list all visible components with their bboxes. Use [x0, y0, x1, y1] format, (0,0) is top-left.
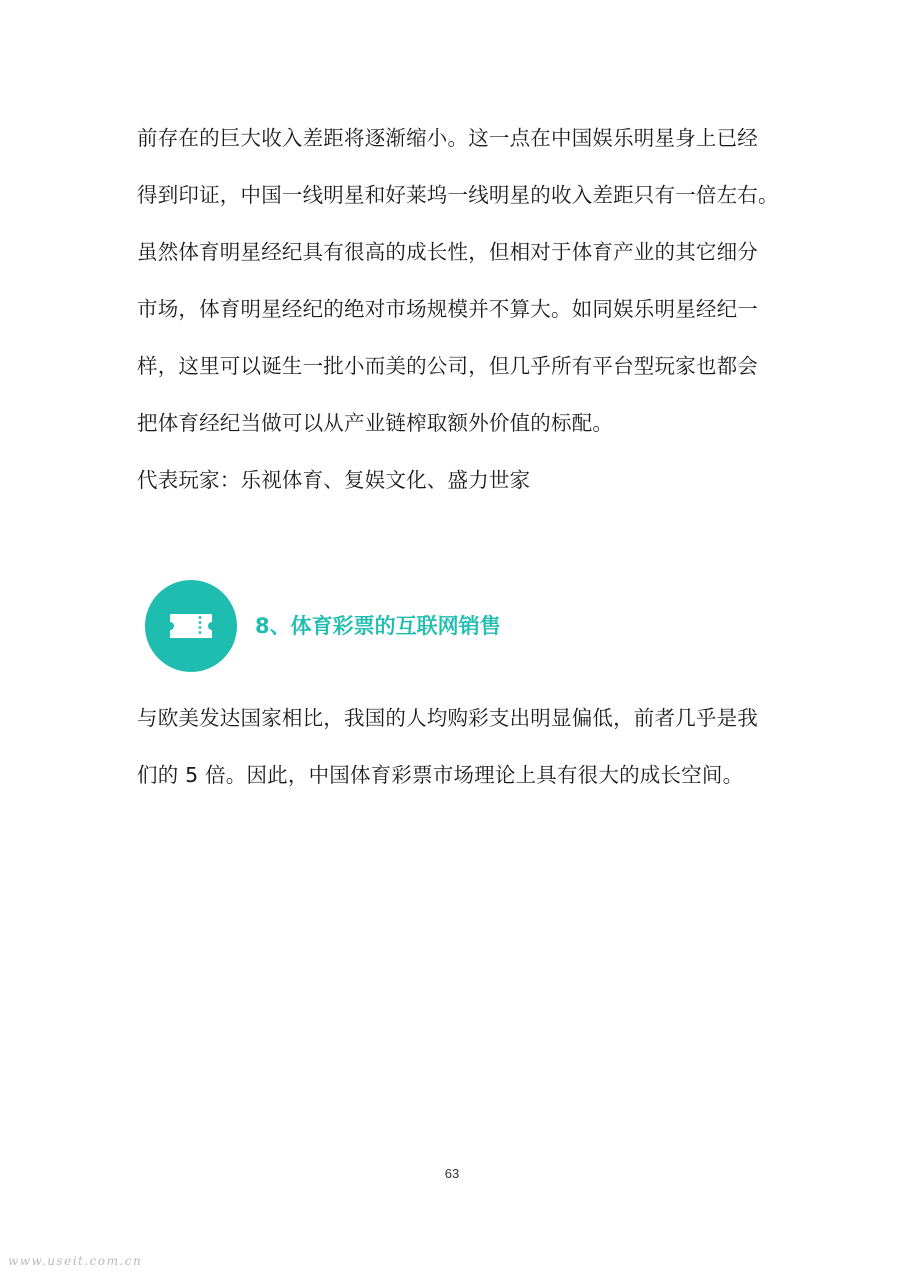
text-line: 前存在的巨大收入差距将逐渐缩小。这一点在中国娱乐明星身上已经: [137, 126, 758, 150]
page-number: 63: [444, 1166, 460, 1181]
body-text-bottom: [137, 690, 787, 804]
ticket-icon: [145, 580, 237, 672]
text-line: 市场，体育明星经纪的绝对市场规模并不算大。如同娱乐明星经纪一: [137, 297, 758, 321]
text-line: 虽然体育明星经纪具有很高的成长性，但相对于体育产业的其它细分: [137, 240, 758, 264]
text-line: 样，这里可以诞生一批小而美的公司，但几乎所有平台型玩家也都会: [137, 354, 758, 378]
section-header: [145, 580, 785, 672]
text-line: 把体育经纪当做可以从产业链榨取额外价值的标配。: [137, 411, 614, 435]
paragraph: [137, 110, 787, 224]
paragraph: [137, 224, 787, 452]
text-line: 们的 5 倍。因此，中国体育彩票市场理论上具有很大的成长空间。: [137, 763, 744, 787]
section-title: 8、体育彩票的互联网销售: [255, 614, 501, 638]
text-line: 与欧美发达国家相比，我国的人均购彩支出明显偏低，前者几乎是我: [137, 706, 758, 730]
body-text-top: [137, 110, 787, 509]
watermark: www.useit.com.cn: [8, 1254, 143, 1268]
text-line: 代表玩家：乐视体育、复娱文化、盛力世家: [137, 468, 531, 492]
paragraph: [137, 452, 787, 509]
text-line: 得到印证，中国一线明星和好莱坞一线明星的收入差距只有一倍左右。: [137, 183, 779, 207]
paragraph: [137, 690, 787, 804]
